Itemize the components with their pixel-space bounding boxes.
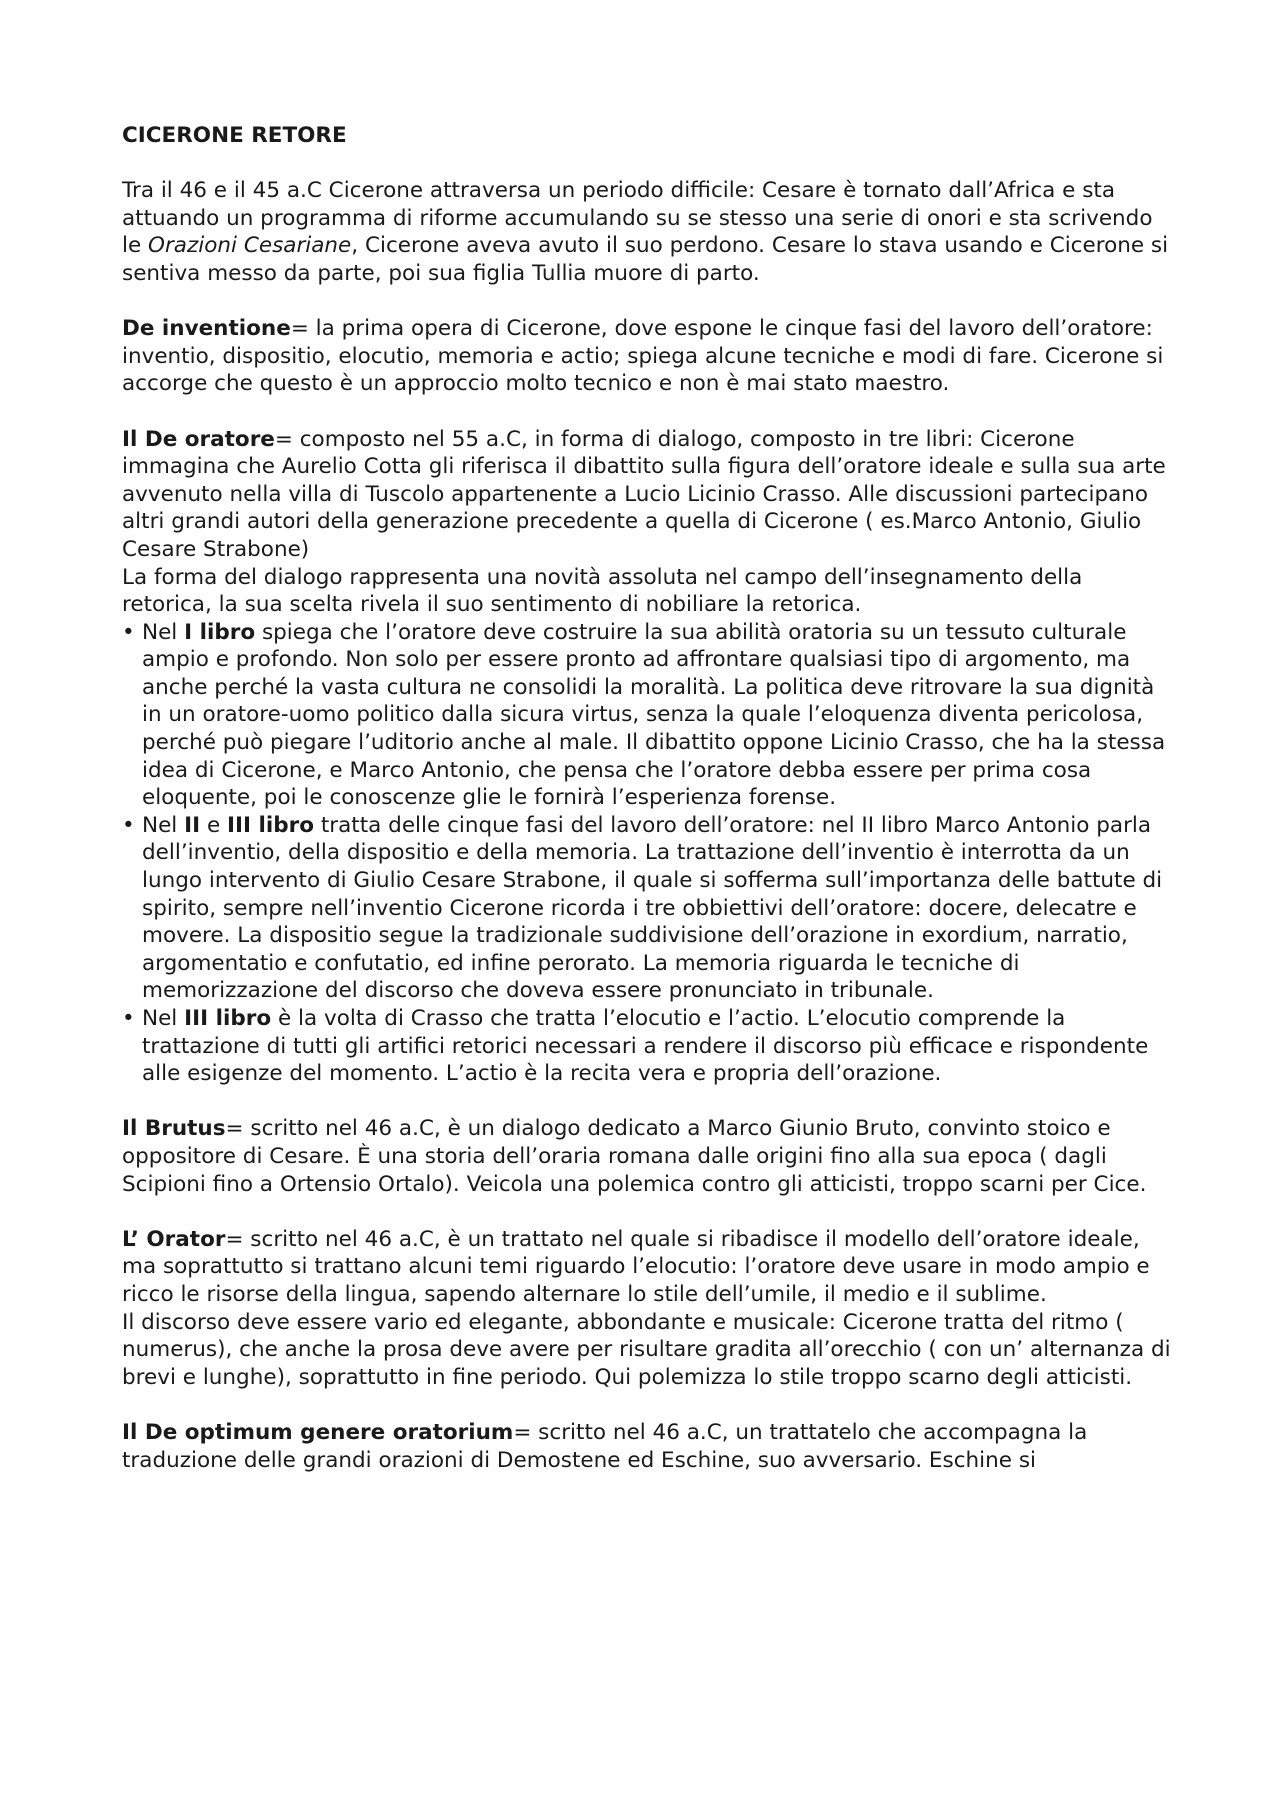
bullet-text: è la volta di Crasso che tratta l’elocutio e l’actio. L’elocutio comprende la trattazione di tutti gli artifici retorici necessari a rendere il discorso più efficace e rispondente alle esigenze del momento. L’actio è la recita vera e propria dell’orazione. (142, 1006, 1149, 1087)
bullet-mid: e (200, 812, 228, 838)
spacer (122, 398, 1172, 426)
de-oratore-paragraph (122, 426, 1172, 564)
bullet-bold: II (184, 812, 201, 838)
bullet-pre: Nel (142, 812, 185, 838)
optimum-heading: Il De optimum genere oratorium (122, 1419, 514, 1445)
de-oratore-paragraph-2: La forma del dialogo rappresenta una novità assoluta nel campo dell’insegnamento della retorica, la sua scelta rivela il suo sentimento di nobiliare la retorica. (122, 564, 1083, 618)
bullet-pre: Nel (142, 1006, 185, 1031)
brutus-heading: Il Brutus (122, 1116, 226, 1142)
orator-paragraph-2: Il discorso deve essere vario ed elegante, abbondante e musicale: Cicerone tratta del ritmo ( numerus), che anche la prosa deve avere per risultare gradita all’orecchio ( con un’ alternanza di brevi e lunghe), soprattutto in fine periodo. Qui polemizza lo stile troppo scarno degli atticisti. (122, 1309, 1171, 1390)
intro-text-1: Tra il 46 e il 45 a.C Cicerone attraversa un periodo difficile: Cesare è tornato dall’Africa e sta attuando un programma di riforme accumulando su se stesso una serie di onori e sta scrivendo le (122, 178, 1153, 259)
de-oratore-text: = composto nel 55 a.C, in forma di dialogo, composto in tre libri: Cicerone immagina che Aurelio Cotta gli riferisca il dibattito sulla figura dell’oratore ideale e sulla sua arte avvenuto nella villa di Tuscolo appartenente a Lucio Licinio Crasso. Alle discussioni partecipano altri grandi autori della generazione precedente a quella di Cicerone ( es.Marco Antonio, Giulio Cesare Strabone) (122, 426, 1166, 562)
orator-text: = scritto nel 46 a.C, è un trattato nel quale si ribadisce il modello dell’oratore ideale, ma soprattutto si trattano alcuni temi riguardo l’elocutio: l’oratore deve usare in modo ampio e ricco le risorse della lingua, sapendo alternare lo stile dell’umile, il medio e il sublime. (122, 1226, 1150, 1307)
spacer (122, 1088, 1172, 1116)
orator-paragraph (122, 1226, 1172, 1309)
intro-italic-title: Orazioni Cesariane (148, 233, 352, 259)
spacer (122, 288, 1172, 316)
intro-paragraph (122, 177, 1172, 287)
bullet-text: spiega che l’oratore deve costruire la sua abilità oratoria su un tessuto culturale ampio e profondo. Non solo per essere pronto ad affrontare qualsiasi tipo di argomento, ma anche perché la vasta cultura ne consolidi la moralità. La politica deve ritrovare la sua dignità in un oratore-uomo politico dalla sicura virtus, senza la quale l’eloquenza diventa pericolosa, perché può piegare l’uditorio anche al male. Il dibattito oppone Licinio Crasso, che ha la stessa idea di Cicerone, e Marco Antonio, che pensa che l’oratore debba essere per prima cosa eloquente, poi le conoscenze glie le fornirà l’esperienza forense. (142, 619, 1166, 811)
bullet-pre: Nel (142, 619, 185, 645)
list-item (122, 619, 1172, 812)
bullet-text: tratta delle cinque fasi del lavoro dell’oratore: nel II libro Marco Antonio parla dell’inventio, della dispositio e della memoria. La trattazione dell’inventio è interrotta da un lungo intervento di Giulio Cesare Strabone, il quale si sofferma sull’importanza delle battute di spirito, sempre nell’inventio Cicerone ricorda i tre obbiettivi dell’oratore: docere, delecatre e movere. La dispositio segue la tradizionale suddivisione dell’orazione in exordium, narratio, argomentatio e confutatio, ed infine perorato. La memoria riguarda le tecniche di memorizzazione del discorso che doveva essere pronunciato in tribunale. (142, 812, 1163, 1004)
list-item (122, 1005, 1172, 1088)
optimum-text: = scritto nel 46 a.C, un trattatelo che accompagna la traduzione delle grandi orazioni di Demostene ed Eschine, suo avversario. Eschine si (122, 1419, 1088, 1473)
document-page (122, 122, 1172, 1474)
books-list (122, 619, 1172, 1088)
de-inventione-paragraph (122, 315, 1172, 398)
spacer (122, 1391, 1172, 1419)
orator-heading: L’ Orator (122, 1226, 226, 1252)
spacer (122, 1198, 1172, 1226)
bullet-bold-2: III libro (227, 812, 315, 838)
intro-text-2: , Cicerone aveva avuto il suo perdono. Cesare lo stava usando e Cicerone si sentiva messo da parte, poi sua figlia Tullia muore di parto. (122, 233, 1169, 286)
list-item (122, 812, 1172, 1005)
optimum-paragraph (122, 1419, 1172, 1474)
de-oratore-heading: Il De oratore (122, 426, 275, 452)
brutus-paragraph (122, 1115, 1172, 1198)
de-inventione-text: = la prima opera di Cicerone, dove espone le cinque fasi del lavoro dell’oratore: inventio, dispositio, elocutio, memoria e actio; spiega alcune tecniche e modi di fare. Cicerone si accorge che questo è un approccio molto tecnico e non è mai stato maestro. (122, 316, 1164, 397)
brutus-text: = scritto nel 46 a.C, è un dialogo dedicato a Marco Giunio Bruto, convinto stoico e oppositore di Cesare. È una storia dell’oraria romana dalle origini fino alla sua epoca ( dagli Scipioni fino a Ortensio Ortalo). Veicola una polemica contro gli atticisti, troppo scarni per Cice. (122, 1116, 1147, 1197)
bullet-bold: I libro (184, 619, 256, 645)
bullet-bold: III libro (184, 1006, 272, 1031)
de-inventione-heading: De inventione (122, 316, 291, 342)
document-title: CICERONE RETORE (122, 123, 347, 148)
